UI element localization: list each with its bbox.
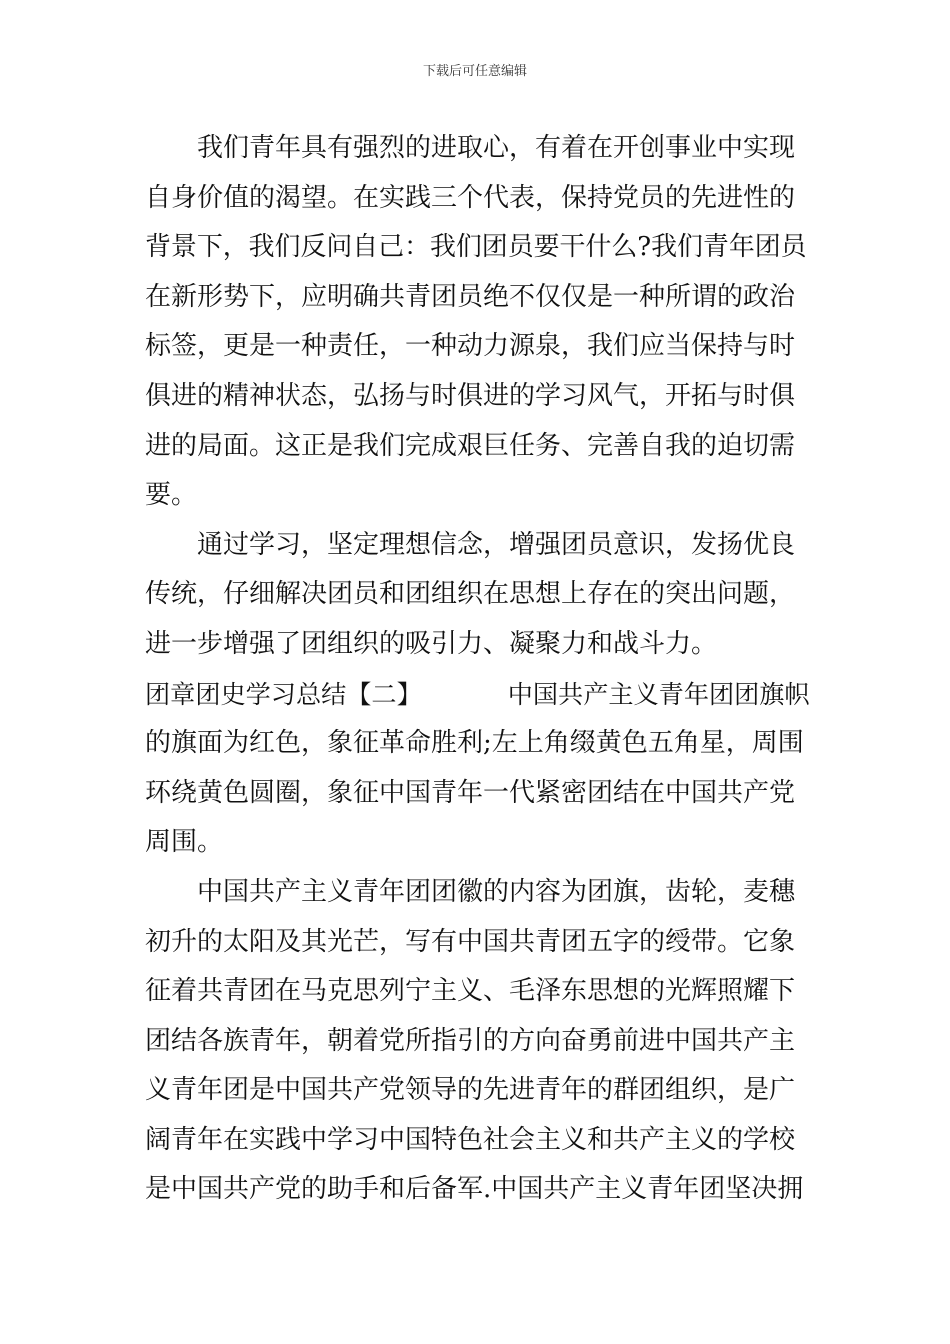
text-line: 俱进的精神状态，弘扬与时俱进的学习风气，开拓与时俱	[145, 380, 796, 411]
text-line: 义青年团是中国共产党领导的先进青年的群团组织，是广	[145, 1075, 796, 1106]
section-lead-text: 中国共产主义青年团团旗帜	[507, 679, 810, 709]
text-line: 传统，仔细解决团员和团组织在思想上存在的突出问题，	[145, 579, 796, 610]
text-line: 的旗面为红色，象征革命胜利;左上角缀黄色五角星，周围	[145, 728, 804, 759]
text-line: 是中国共产党的助手和后备军.中国共产主义青年团坚决拥	[145, 1174, 804, 1205]
page-header: 下载后可任意编辑	[422, 64, 527, 79]
text-line: 阔青年在实践中学习中国特色社会主义和共产主义的学校	[145, 1124, 796, 1155]
text-line: 征着共青团在马克思列宁主义、毛泽东思想的光辉照耀下	[145, 976, 796, 1007]
text-line: 我们青年具有强烈的进取心，有着在开创事业中实现	[197, 133, 796, 163]
section-heading-line	[145, 670, 810, 720]
text-line: 周围。	[145, 827, 224, 858]
text-line: 进一步增强了团组织的吸引力、凝聚力和战斗力。	[145, 628, 718, 659]
text-line: 在新形势下，应明确共青团员绝不仅仅是一种所谓的政治	[145, 281, 796, 312]
text-line: 初升的太阳及其光芒，写有中国共青团五字的绶带。它象	[145, 926, 796, 957]
text-line: 标签，更是一种责任，一种动力源泉，我们应当保持与时	[145, 331, 796, 362]
document-body	[145, 124, 810, 1215]
text-line: 进的局面。这正是我们完成艰巨任务、完善自我的迫切需	[145, 430, 796, 461]
text-line: 中国共产主义青年团团徽的内容为团旗，齿轮，麦穗	[197, 876, 796, 907]
text-line: 背景下，我们反问自己：我们团员要干什么?我们青年团员	[145, 232, 807, 263]
text-line: 自身价值的渴望。在实践三个代表，保持党员的先进性的	[145, 182, 796, 213]
text-line: 环绕黄色圆圈，象征中国青年一代紧密团结在中国共产党	[145, 777, 796, 808]
text-line: 团结各族青年，朝着党所指引的方向奋勇前进中国共产主	[145, 1025, 796, 1056]
section-heading: 团章团史学习总结【二】	[145, 679, 422, 709]
text-line: 通过学习，坚定理想信念，增强团员意识，发扬优良	[197, 529, 796, 560]
text-line: 要。	[145, 480, 198, 511]
